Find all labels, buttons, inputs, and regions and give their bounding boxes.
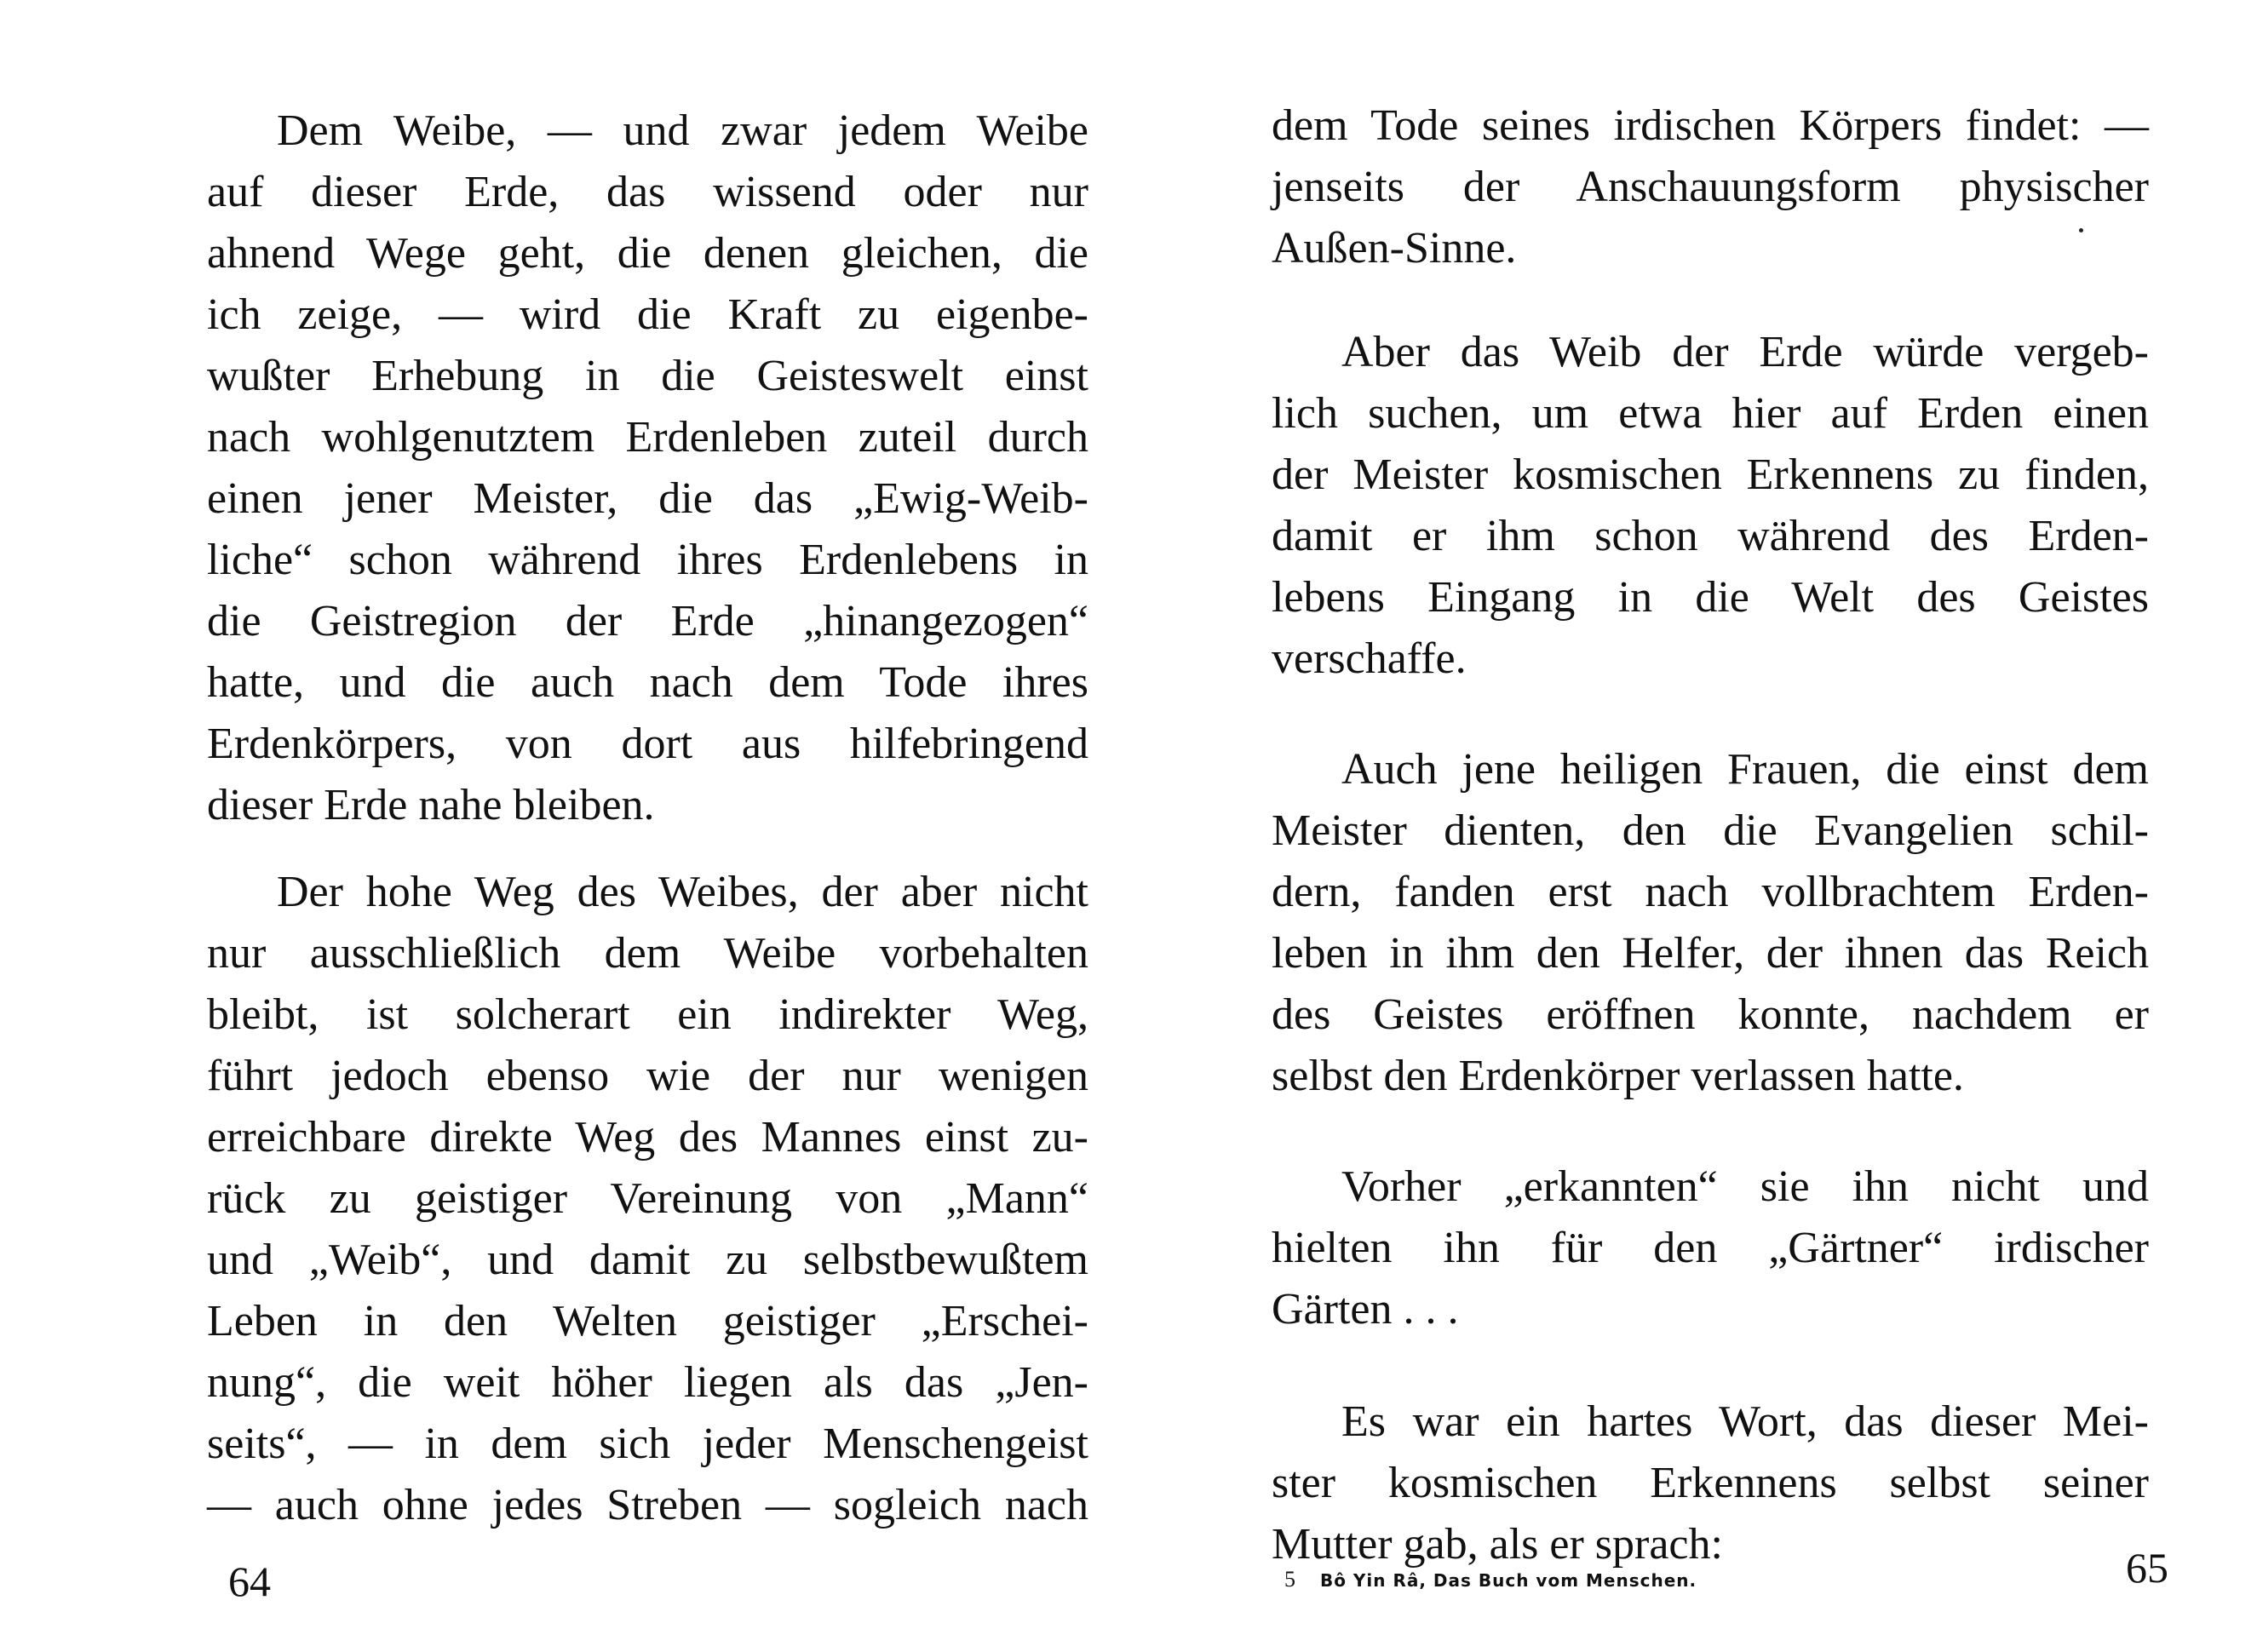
text-line: Leben in den Welten geistiger „Erschei- <box>207 1297 1088 1345</box>
text-line: Es war ein hartes Wort, das dieser Mei- <box>1341 1397 2149 1446</box>
text-line: Dem Weibe, — und zwar jedem Weibe <box>277 106 1088 155</box>
text-line: dem Tode seines irdischen Körpers findet: — <box>1272 101 2149 150</box>
text-line: Gärten . . . <box>1272 1285 1459 1334</box>
text-line: lich suchen, um etwa hier auf Erden einen <box>1272 389 2149 438</box>
text-line: Vorher „erkannten“ sie ihn nicht und <box>1341 1162 2149 1211</box>
text-line: wußter Erhebung in die Geisteswelt einst <box>207 352 1088 400</box>
text-line: Der hohe Weg des Weibes, der aber nicht <box>277 868 1088 916</box>
text-line: seits“, — in dem sich jeder Menschengeist <box>207 1420 1088 1468</box>
page-number: 64 <box>228 1557 271 1605</box>
text-line: nung“, die weit höher liegen als das „Jen- <box>207 1358 1088 1407</box>
text-line: des Geistes eröffnen konnte, nachdem er <box>1272 990 2149 1039</box>
paragraph-gap <box>1272 1340 2149 1391</box>
text-line: damit er ihm schon während des Erden- <box>1272 512 2149 560</box>
text-line: Auch jene heiligen Frauen, die einst dem <box>1341 745 2149 794</box>
text-line: Meister dienten, den die Evangelien schil- <box>1272 806 2149 855</box>
text-line: lebens Eingang in die Welt des Geistes <box>1272 573 2149 622</box>
text-line: führt jedoch ebenso wie der nur wenigen <box>207 1052 1088 1100</box>
text-line: nach wohlgenutztem Erdenleben zuteil durch <box>207 413 1088 462</box>
signature-text: Bô Yin Râ, Das Buch vom Menschen. <box>1319 1570 1697 1591</box>
right-page-text <box>1272 95 2149 1575</box>
text-line: ich zeige, — wird die Kraft zu eigenbe- <box>207 290 1088 339</box>
text-line: nur ausschließlich dem Weibe vorbehalten <box>207 929 1088 978</box>
text-line: einen jener Meister, die das „Ewig-Weib- <box>207 474 1088 523</box>
text-line: ahnend Wege geht, die denen gleichen, die <box>207 229 1088 278</box>
text-line: auf dieser Erde, das wissend oder nur <box>207 168 1088 216</box>
text-line: dieser Erde nahe bleiben. <box>207 781 655 829</box>
text-line: bleibt, ist solcherart ein indirekter Weg, <box>207 990 1088 1039</box>
page-number: 65 <box>2126 1544 2168 1592</box>
text-line: verschaffe. <box>1272 634 1467 683</box>
text-line: selbst den Erdenkörper verlassen hatte. <box>1272 1052 1964 1100</box>
left-page <box>0 0 1128 1652</box>
right-page <box>1128 0 2257 1652</box>
text-line: Mutter gab, als er sprach: <box>1272 1520 1723 1569</box>
text-line: liche“ schon während ihres Erdenlebens in <box>207 536 1088 584</box>
text-line: der Meister kosmischen Erkennens zu finden, <box>1272 450 2149 499</box>
paragraph-gap <box>207 836 1088 862</box>
paragraph-gap <box>1272 1107 2149 1156</box>
text-line: ster kosmischen Erkennens selbst seiner <box>1272 1459 2149 1507</box>
text-line: Außen-Sinne. <box>1272 224 1517 272</box>
text-line: dern, fanden erst nach vollbrachtem Erden- <box>1272 868 2149 916</box>
text-line: jenseits der Anschauungsform physischer <box>1272 163 2149 211</box>
text-line: hielten ihn für den „Gärtner“ irdischer <box>1272 1224 2149 1272</box>
text-line: Erdenkörpers, von dort aus hilfebringend <box>207 720 1088 768</box>
text-line: rück zu geistiger Vereinung von „Mann“ <box>207 1174 1088 1223</box>
text-line: und „Weib“, und damit zu selbstbewußtem <box>207 1236 1088 1284</box>
text-line: hatte, und die auch nach dem Tode ihres <box>207 658 1088 707</box>
signature-number: 5 <box>1284 1567 1296 1592</box>
text-line: die Geistregion der Erde „hinangezogen“ <box>207 597 1088 645</box>
text-line: Aber das Weib der Erde würde vergeb- <box>1341 328 2149 376</box>
text-line: erreichbare direkte Weg des Mannes einst zu- <box>207 1113 1088 1162</box>
text-line: leben in ihm den Helfer, der ihnen das Reich <box>1272 929 2149 978</box>
text-line: — auch ohne jedes Streben — sogleich nach <box>207 1481 1088 1529</box>
left-page-text <box>207 100 1088 1536</box>
paragraph-gap <box>1272 690 2149 739</box>
paragraph-gap <box>1272 279 2149 322</box>
printer-signature <box>1284 1567 1697 1592</box>
